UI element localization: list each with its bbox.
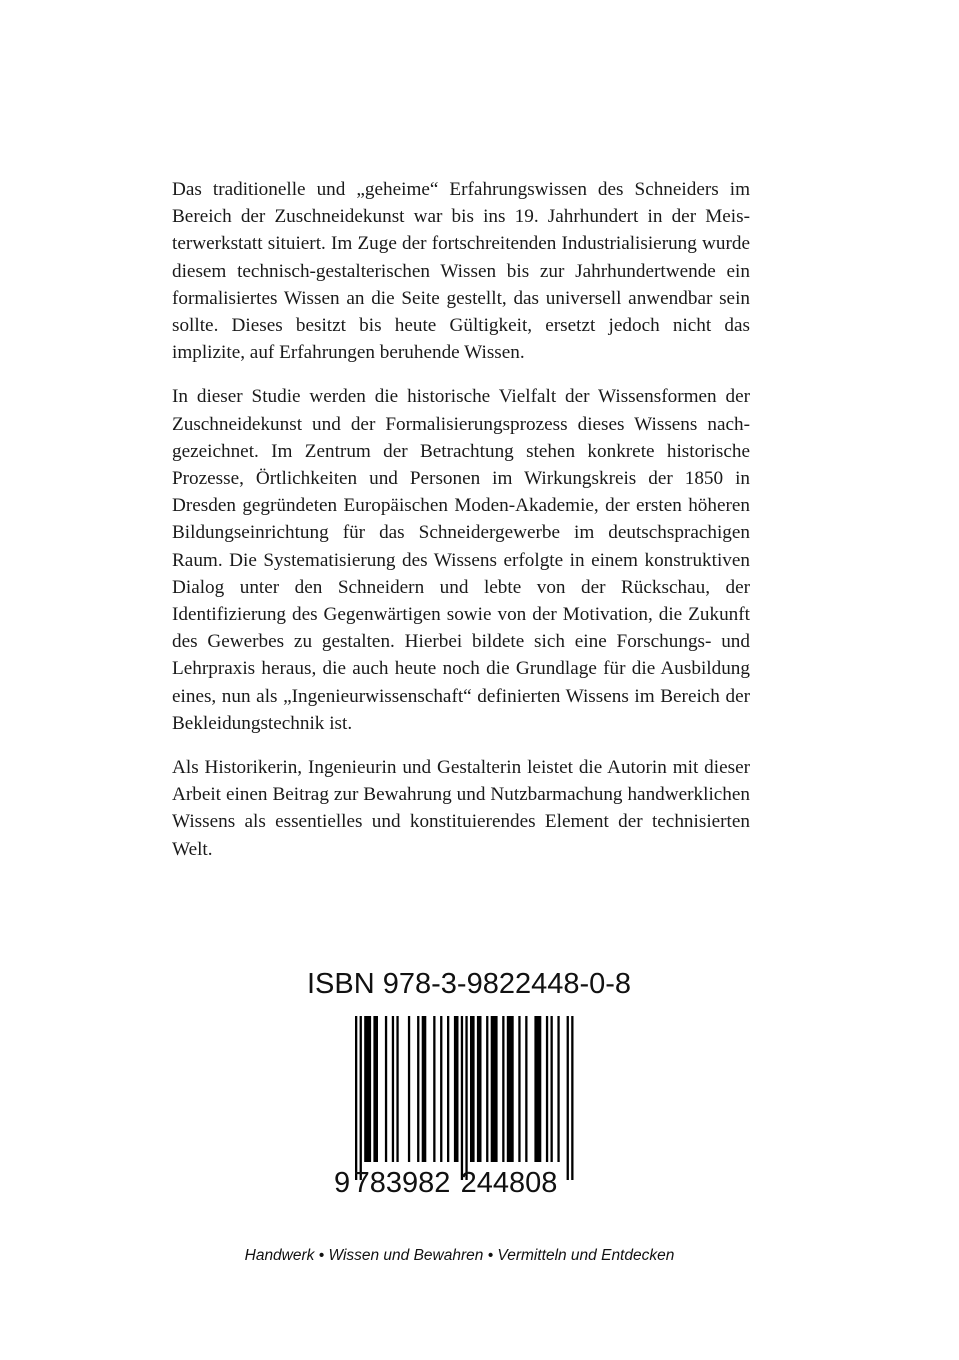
barcode-bars (355, 1016, 574, 1180)
barcode-bar-2 (364, 1016, 371, 1162)
barcode-right-digits: 244808 (460, 1167, 558, 1198)
description-paragraph-2: In dieser Studie werden die historische Vielfalt der Wissensformen der Zuschneidekunst und der Formalisierungsprozess dieses Wissens nachgezeichnet. Im Zentrum der Betrachtung stehen konkrete historische Prozesse, Örtlichkeiten und Personen im Wirkungskreis der 1850 in Dresden gegründeten Europäischen Moden-Akademie, der ersten höheren Bildungseinrichtung für das Schneidergewerbe im deutschsprachigen Raum. Die Systematisierung des Wissens erfolgte in einem konstruktiven Dialog unter den Schneidern und lebte von der Rückschau, der Identifizierung des Gegenwärtigen sowie von der Motivation, die Zukunft des Gewerbes zu gestalten. Hierbei bildete sich eine Forschungs- und Lehrpraxis heraus, die auch heute noch die Grundlage für die Ausbildung eines, nun als „Ingenieurwissenschaft“ definierten Wissens im Bereich der Bekleidungstechnik ist. (172, 386, 750, 734)
barcode-bar-10 (433, 1016, 435, 1162)
barcode-bar-12 (447, 1016, 449, 1162)
barcode-bar-23 (525, 1016, 527, 1162)
isbn-barcode (332, 1016, 582, 1198)
barcode-bar-17 (477, 1016, 482, 1162)
barcode-bar-20 (502, 1016, 504, 1162)
barcode-bar-9 (422, 1016, 427, 1162)
barcode-bar-18 (486, 1016, 488, 1162)
barcode-bar-6 (396, 1016, 398, 1162)
barcode-bar-16 (470, 1016, 475, 1162)
barcode-bar-1 (360, 1016, 362, 1180)
barcode-bar-4 (385, 1016, 387, 1162)
barcode-bar-29 (571, 1016, 573, 1180)
barcode-bar-26 (551, 1016, 553, 1162)
barcode-bar-14 (461, 1016, 463, 1180)
back-cover-description (172, 176, 750, 880)
barcode-bar-28 (567, 1016, 569, 1180)
barcode-first-digit: 9 (334, 1167, 351, 1198)
barcode-left-digits: 783982 (353, 1167, 451, 1198)
series-tagline: Handwerk • Wissen und Bewahren • Vermitteln und Entdecken (244, 1247, 675, 1264)
barcode-bar-0 (355, 1016, 357, 1180)
description-paragraph-3: Als Historikerin, Ingenieurin und Gestalterin leistet die Autorin mit dieser Arbeit einen Beitrag zur Bewahrung und Nutzbarmachung handwerklichen Wissens als essentielles und konstituierendes Element der technisierten Welt. (172, 757, 750, 860)
barcode-bar-7 (408, 1016, 410, 1162)
barcode-bar-24 (534, 1016, 541, 1162)
description-paragraph-1: Das traditionelle und „geheime“ Erfahrungswissen des Schneiders im Bereich der Zuschneidekunst war bis ins 19. Jahrhundert in der Meisterwerkstatt situiert. Im Zuge der fortschreitenden Industrialisierung wurde diesem technisch-gestalterischen Wissen bis zur Jahrhundertwende ein formalisiertes Wissen an die Seite gestellt, das universell anwendbar sein sollte. Dieses besitzt bis heute Gültigkeit, ersetzt jedoch nicht das implizite, auf Erfahrungen beruhende Wissen. (172, 179, 750, 364)
barcode-bar-8 (417, 1016, 419, 1162)
barcode-bar-3 (373, 1016, 378, 1162)
barcode-bar-5 (392, 1016, 394, 1162)
barcode-bar-19 (491, 1016, 498, 1162)
barcode-bar-13 (454, 1016, 459, 1162)
barcode-bar-15 (465, 1016, 467, 1180)
barcode-bar-25 (546, 1016, 548, 1162)
barcode-bar-22 (518, 1016, 520, 1162)
barcode-bar-11 (440, 1016, 442, 1162)
isbn-label: ISBN 978-3-9822448-0-8 (307, 968, 632, 1000)
barcode-bar-21 (507, 1016, 514, 1162)
barcode-bar-27 (557, 1016, 559, 1162)
